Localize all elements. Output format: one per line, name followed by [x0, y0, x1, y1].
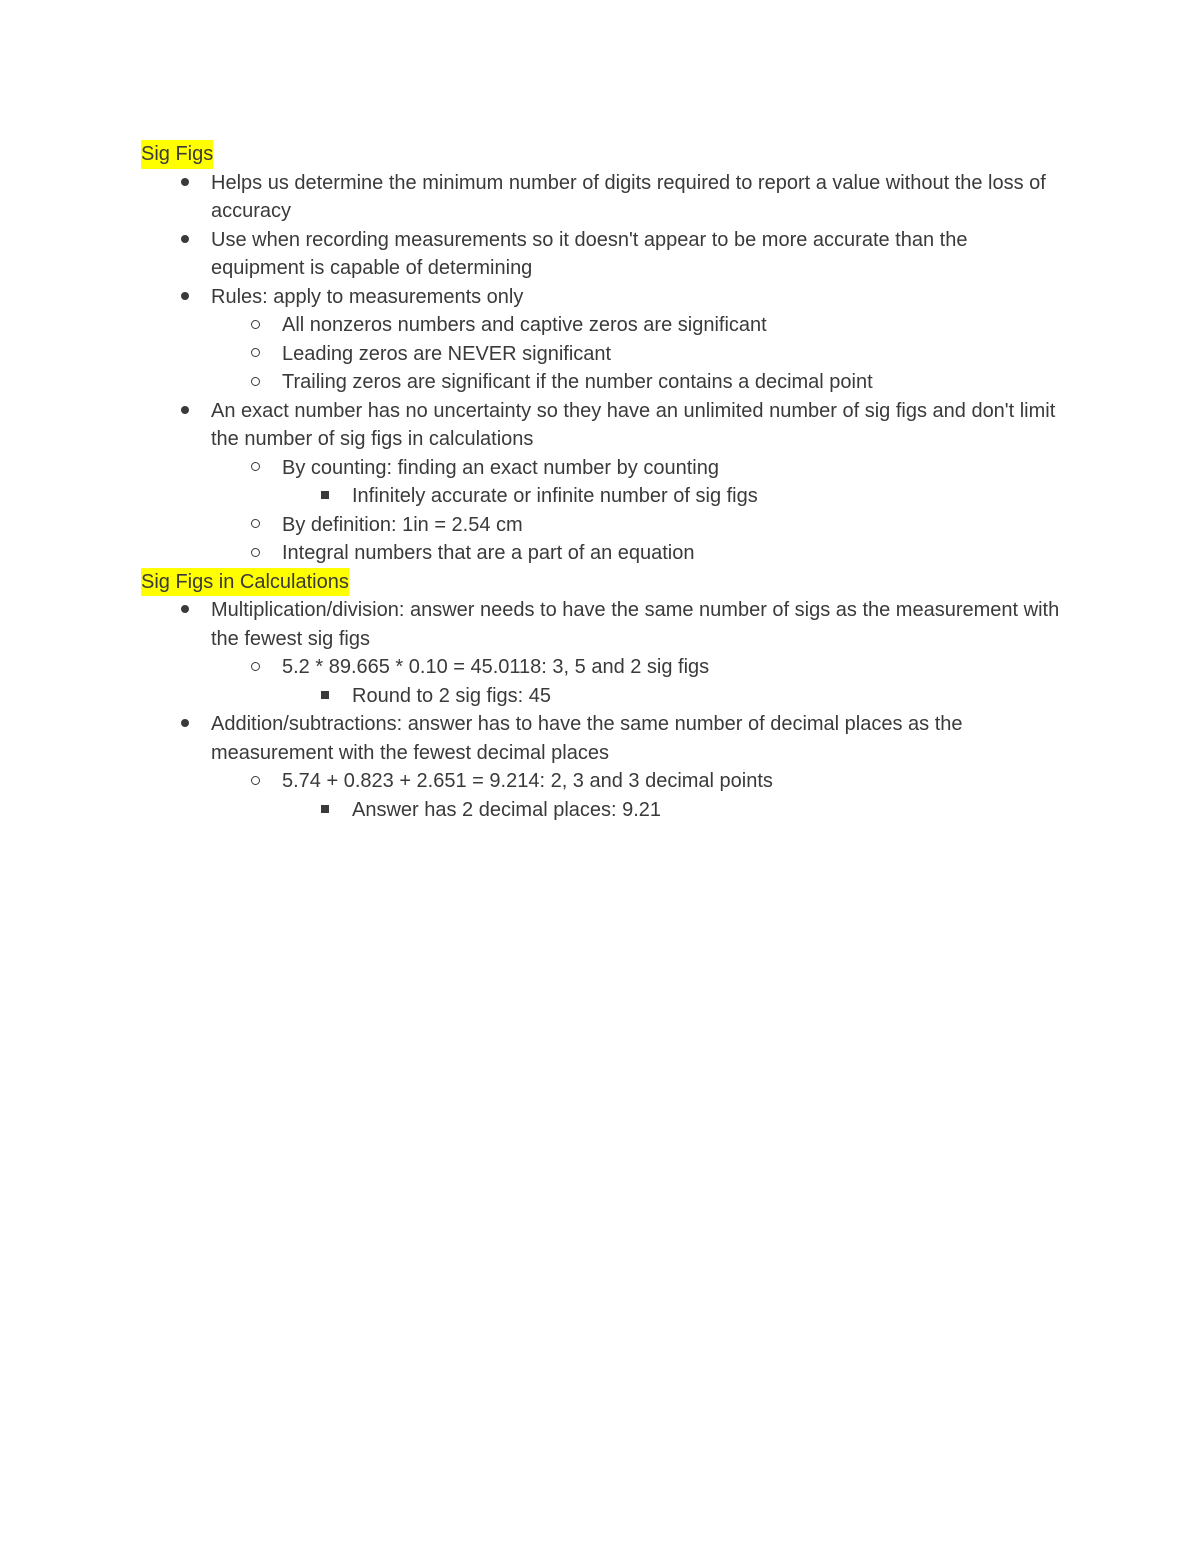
bullet-disc-icon [175, 169, 195, 198]
bullet-disc-icon [175, 596, 195, 625]
bullet-disc-icon [175, 710, 195, 739]
bullet-disc-icon [175, 397, 195, 426]
list-item: By counting: finding an exact number by counting [141, 454, 1061, 483]
list-item: An exact number has no uncertainty so they have an unlimited number of sig figs and don't limit the number of sig figs in calculations [141, 397, 1061, 454]
bullet-square-icon [315, 682, 335, 711]
bullet-circle-icon [245, 311, 265, 340]
list-item: Answer has 2 decimal places: 9.21 [141, 796, 1061, 825]
bullet-square-icon [315, 482, 335, 511]
bullet-list [141, 169, 1061, 568]
list-item: 5.2 * 89.665 * 0.10 = 45.0118: 3, 5 and 2 sig figs [141, 653, 1061, 682]
list-item: 5.74 + 0.823 + 2.651 = 9.214: 2, 3 and 3 decimal points [141, 767, 1061, 796]
bullet-circle-icon [245, 539, 265, 568]
bullet-circle-icon [245, 653, 265, 682]
list-item: Rules: apply to measurements only [141, 283, 1061, 312]
list-item: Use when recording measurements so it doesn't appear to be more accurate than the equipment is capable of determining [141, 226, 1061, 283]
list-item: Addition/subtractions: answer has to have the same number of decimal places as the measurement with the fewest decimal places [141, 710, 1061, 767]
bullet-circle-icon [245, 511, 265, 540]
document-page [141, 140, 1061, 824]
bullet-disc-icon [175, 283, 195, 312]
bullet-circle-icon [245, 368, 265, 397]
bullet-circle-icon [245, 454, 265, 483]
bullet-circle-icon [245, 340, 265, 369]
bullet-square-icon [315, 796, 335, 825]
bullet-circle-icon [245, 767, 265, 796]
list-item: Helps us determine the minimum number of digits required to report a value without the loss of accuracy [141, 169, 1061, 226]
list-item: By definition: 1in = 2.54 cm [141, 511, 1061, 540]
list-item: Trailing zeros are significant if the number contains a decimal point [141, 368, 1061, 397]
list-item: All nonzeros numbers and captive zeros are significant [141, 311, 1061, 340]
list-item: Multiplication/division: answer needs to have the same number of sigs as the measurement with the fewest sig figs [141, 596, 1061, 653]
list-item: Integral numbers that are a part of an equation [141, 539, 1061, 568]
bullet-list [141, 596, 1061, 824]
bullet-disc-icon [175, 226, 195, 255]
section-heading[interactable]: Sig Figs [141, 140, 213, 169]
list-item: Round to 2 sig figs: 45 [141, 682, 1061, 711]
list-item: Infinitely accurate or infinite number of sig figs [141, 482, 1061, 511]
list-item: Leading zeros are NEVER significant [141, 340, 1061, 369]
section-heading[interactable]: Sig Figs in Calculations [141, 568, 349, 597]
